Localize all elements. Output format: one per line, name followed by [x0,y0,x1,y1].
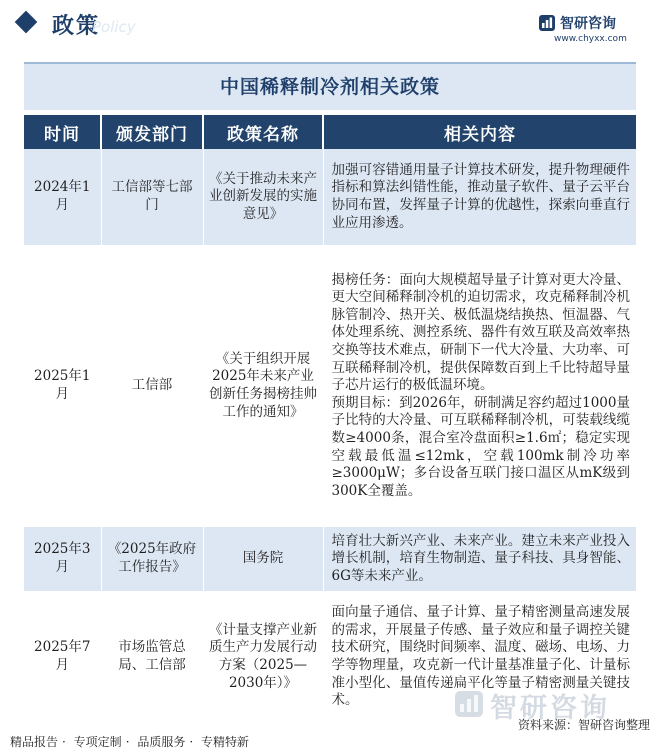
cell-content: 培育壮大新兴产业、未来产业。建立未来产业投入增长机制，培育生物制造、量子科技、具身智能、6G等未来产业。 [323,526,636,592]
cell-content: 面向量子通信、量子计算、量子精密测量高速发展的需求，开展量子传感、量子效应和量子调控关键技术研究，围绕时间频率、温度、磁场、电场、力学等物理量，攻克新一代计量基准量子化、计量标准小型化、量值传递扁平化等量子精密测量关键技术。 [323,592,636,722]
cell-policy: 《关于推动未来产业创新发展的实施意见》 [203,149,323,246]
cell-time: 2025年1月 [24,246,101,526]
table-title-band [24,62,636,110]
column-header-policy: 政策名称 [203,115,323,149]
source-note: 资料来源：智研咨询整理 [517,718,650,732]
cell-dept: 工信部 [101,246,203,526]
cell-content-task: 揭榜任务：面向大规模超导量子计算对更大冷量、更大空间稀释制冷机的迫切需求，攻克稀释制冷机脉管制冷、热开关、极低温烧结换热、恒温器、气体处理系统、测控系统、器件有效互联及高效率热交换等技术难点，研制下一代大冷量、大功率、可互联稀释制冷机，提供保障数百到上千比特超导量子芯片运行的极低温环境。 [331,271,630,394]
table-row [24,246,636,526]
footer-tagline: 精品报告 · 专项定制 · 品质服务 · 专精特新 [10,735,250,749]
footer-item: 专项定制 [73,735,122,749]
table-row [24,149,636,246]
table-row [24,526,636,592]
cell-policy: 《计量支撑产业新质生产力发展行动方案（2025—2030年）》 [203,592,323,722]
section-title: 政策 [52,13,101,39]
table-title: 中国稀释制冷剂相关政策 [219,76,440,98]
footer-item: 专精特新 [201,735,250,749]
logo-name: 智研咨询 [560,16,616,32]
cell-policy: 《关于组织开展2025年未来产业创新任务揭榜挂帅工作的通知》 [203,246,323,526]
footer-item: 品质服务 [137,735,186,749]
cell-time: 2025年3月 [24,526,101,592]
footer-item: 精品报告 [10,735,59,749]
cell-content [323,246,636,526]
cell-content: 加强可容错通用量子计算技术研发，提升物理硬件指标和算法纠错性能，推动量子软件、量子云平台协同布置，发挥量子计算的优越性，探索向垂直行业应用渗透。 [323,149,636,246]
company-logo[interactable] [538,13,650,47]
table-row [24,592,636,722]
watermark-text: 智研咨询 [490,693,610,724]
cell-content-goal: 预期目标：到2026年，研制满足容约超过1000量子比特的大冷量、可互联稀释制冷机，可装载线缆数≥4000条，混合室冷盘面积≥1.6㎡；稳定实现空载最低温≤12mk，空载100mk制冷功率≥3000μW；多台设备互联门接口温区从mK级到300K全覆盖。 [331,394,630,499]
table-header-row [24,115,636,149]
column-header-content: 相关内容 [323,115,636,149]
cell-dept: 市场监管总局、工信部 [101,592,203,722]
column-header-dept: 颁发部门 [101,115,203,149]
cell-time: 2025年7月 [24,592,101,722]
section-ghost-text: Policy [92,18,136,36]
logo-mark-icon [538,14,556,32]
cell-dept: 《2025年政府工作报告》 [101,526,203,592]
page-header [0,0,664,48]
cell-time: 2024年1月 [24,149,101,246]
cell-policy: 国务院 [203,526,323,592]
column-header-time: 时间 [24,115,101,149]
policy-table [24,115,636,723]
diamond-bullet-icon [15,11,38,34]
cell-dept: 工信部等七部门 [101,149,203,246]
logo-url: www.chyxx.com [554,34,627,44]
